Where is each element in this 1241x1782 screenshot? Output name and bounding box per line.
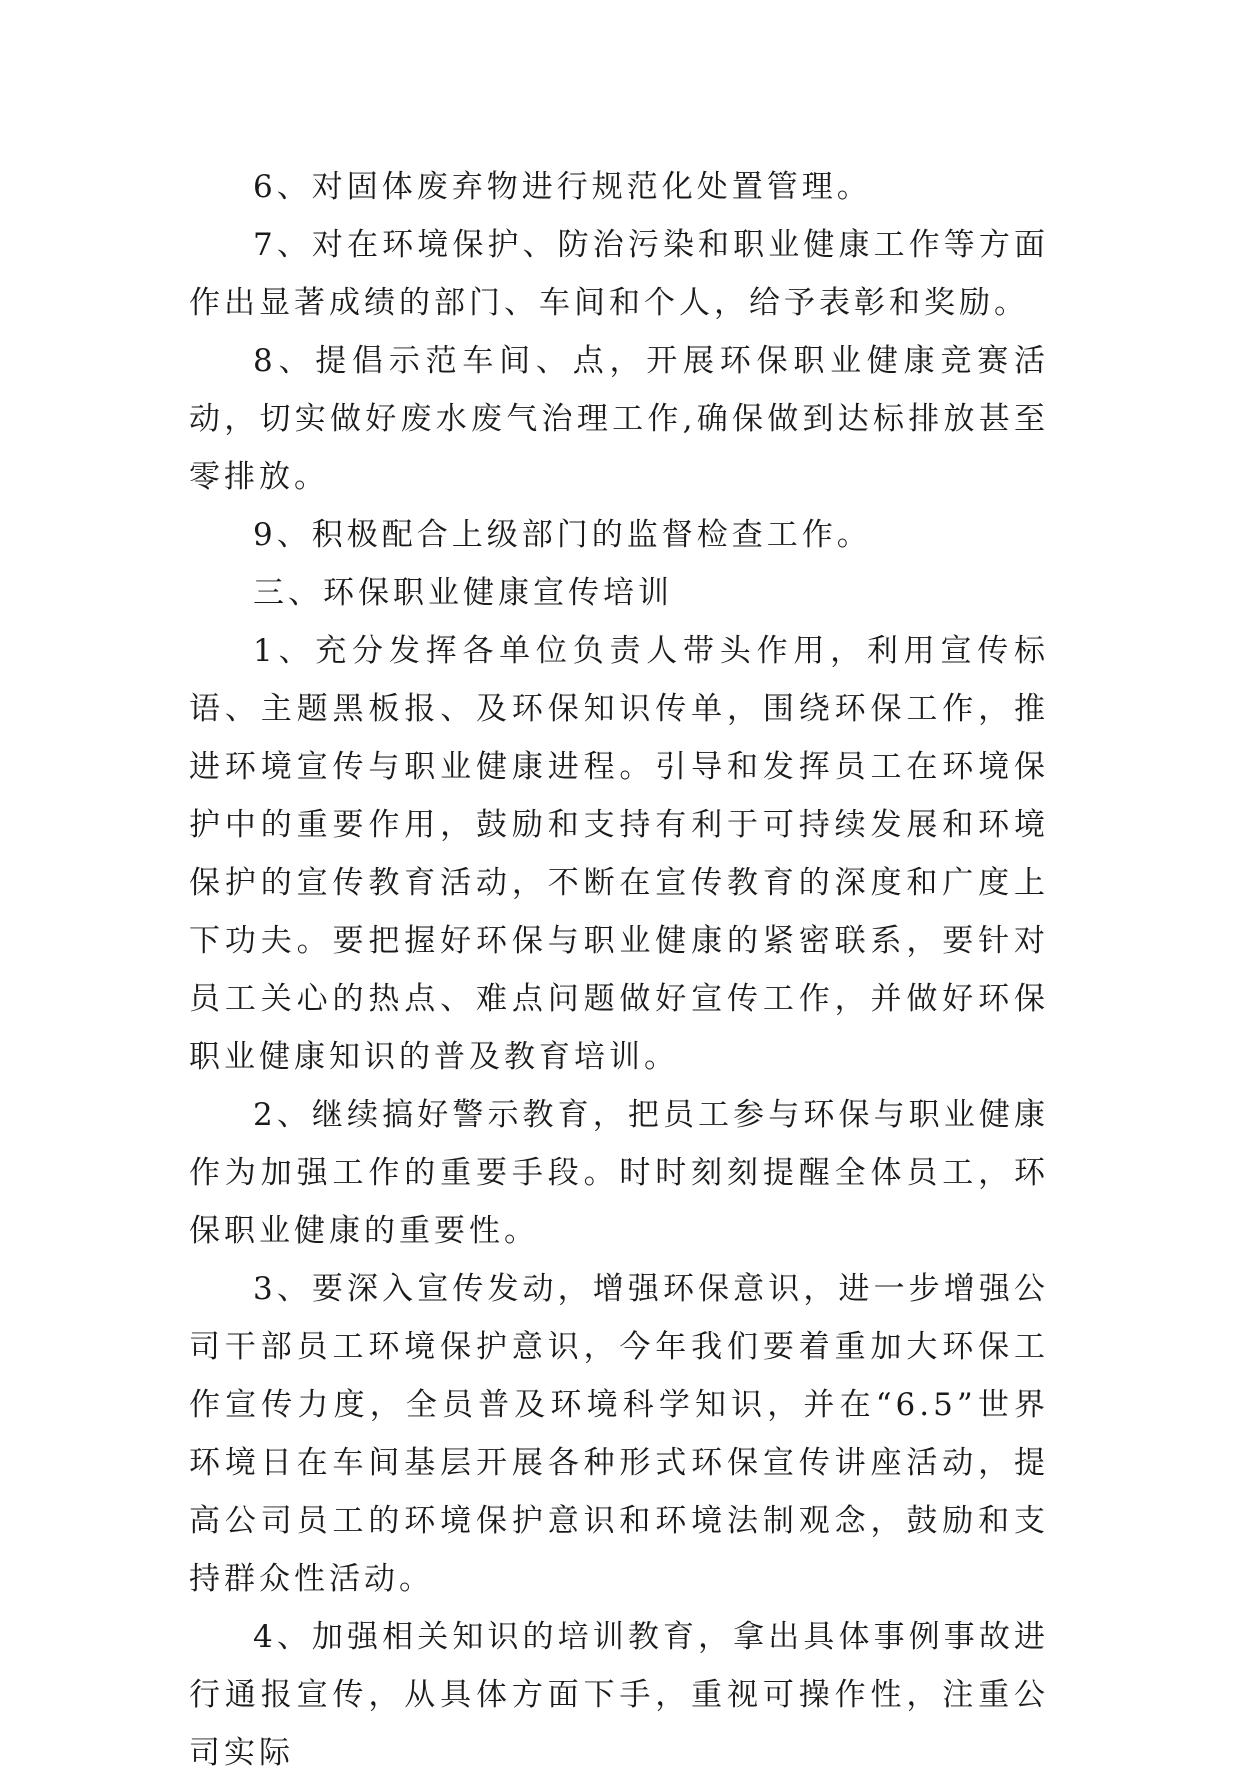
paragraph-item-7: 7、对在环境保护、防治污染和职业健康工作等方面作出显著成绩的部门、车间和个人，给予表彰和奖励。 [189,227,1049,321]
paragraph-training-4: 4、加强相关知识的培训教育，拿出具体事例事故进行通报宣传，从具体方面下手，重视可操作性，注重公司实际 [189,1619,1049,1771]
paragraph-training-3: 3、要深入宣传发动，增强环保意识，进一步增强公司干部员工环境保护意识，今年我们要着重加大环保工作宣传力度，全员普及环境科学知识，并在“6.5”世界环境日在车间基层开展各种形式环保宣传讲座活动，提高公司员工的环境保护意识和环境法制观念，鼓励和支持群众性活动。 [189,1271,1049,1597]
paragraph-item-9: 9、积极配合上级部门的监督检查工作。 [253,517,872,553]
document-body [189,158,1049,1782]
paragraph-training-1: 1、充分发挥各单位负责人带头作用，利用宣传标语、主题黑板报、及环保知识传单，围绕环保工作，推进环境宣传与职业健康进程。引导和发挥员工在环境保护中的重要作用，鼓励和支持有利于可持续发展和环境保护的宣传教育活动，不断在宣传教育的深度和广度上下功夫。要把握好环保与职业健康的紧密联系，要针对员工关心的热点、难点问题做好宣传工作，并做好环保职业健康知识的普及教育培训。 [189,633,1049,1075]
paragraph-training-2: 2、继续搞好警示教育，把员工参与环保与职业健康作为加强工作的重要手段。时时刻刻提醒全体员工，环保职业健康的重要性。 [189,1097,1049,1249]
section-heading-3: 三、环保职业健康宣传培训 [253,575,673,611]
paragraph-item-8: 8、提倡示范车间、点，开展环保职业健康竞赛活动，切实做好废水废气治理工作,确保做到达标排放甚至零排放。 [189,343,1049,495]
paragraph-item-6: 6、对固体废弃物进行规范化处置管理。 [253,169,872,205]
